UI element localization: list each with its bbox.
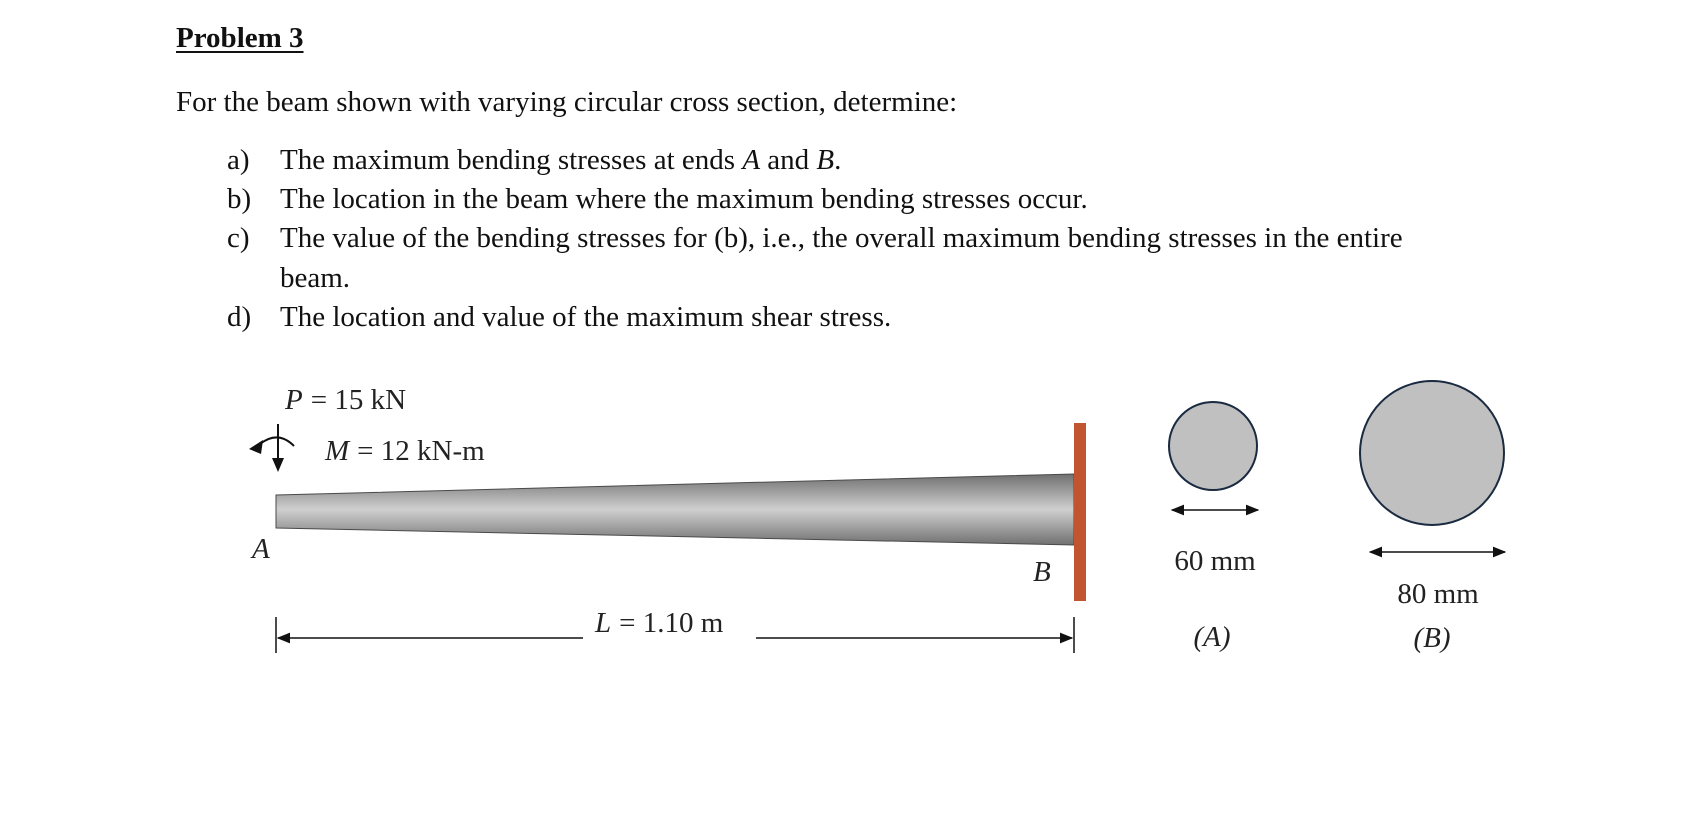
task-marker: c) [227, 222, 250, 254]
section-b-diameter: 80 mm [1397, 578, 1479, 610]
section-a-circle [1169, 402, 1257, 490]
moment-symbol: M [325, 435, 350, 467]
tapered-beam [276, 474, 1074, 545]
section-a-diameter: 60 mm [1174, 545, 1256, 577]
length-value: = 1.10 m [619, 607, 724, 639]
task-marker: d) [227, 301, 252, 333]
load-label [284, 384, 406, 416]
length-symbol: L [595, 607, 612, 639]
task-variable: A [742, 144, 761, 176]
load-arrow-icon [272, 424, 284, 472]
end-b-label: B [1033, 556, 1051, 588]
moment-arrow-icon [249, 437, 294, 454]
fixed-wall-icon [1074, 423, 1086, 601]
section-b-circle [1360, 381, 1504, 525]
task-fragment: and [760, 144, 817, 176]
problem-intro: For the beam shown with varying circular cross section, determine: [176, 86, 958, 118]
moment-label [324, 435, 485, 467]
section-a-label: (A) [1193, 621, 1231, 653]
task-c-continuation: beam. [280, 262, 351, 294]
task-fragment: The location in the beam where the maximum bending stresses occur. [280, 183, 1088, 215]
task-fragment: The value of the bending stresses for (b), i.e., the overall maximum bending stresses in the entire [280, 222, 1403, 254]
task-variable: B [816, 144, 835, 176]
task-marker: a) [227, 144, 250, 176]
task-marker: b) [227, 183, 252, 215]
task-fragment: The location and value of the maximum shear stress. [280, 301, 892, 333]
end-a-label: A [252, 533, 270, 565]
problem-title: Problem 3 [176, 22, 304, 54]
load-value: = 15 kN [310, 384, 407, 416]
load-symbol: P [285, 384, 303, 416]
task-fragment: The maximum bending stresses at ends [280, 144, 743, 176]
section-b-label: (B) [1413, 622, 1451, 654]
moment-value: = 12 kN-m [357, 435, 485, 467]
task-fragment: . [834, 144, 842, 176]
length-label [594, 607, 724, 639]
